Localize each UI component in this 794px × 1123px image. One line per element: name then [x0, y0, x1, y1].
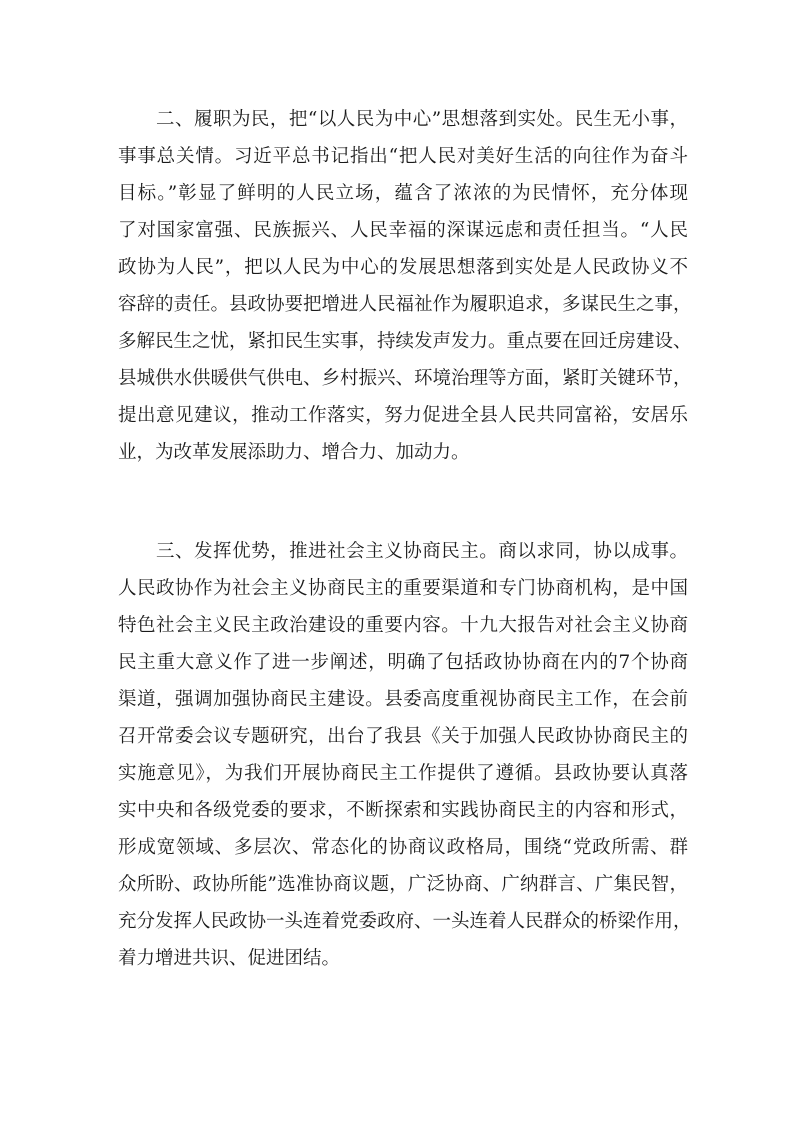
paragraph-section-three — [118, 533, 692, 977]
text-line: 众所盼、政协所能”选准协商议题，广泛协商、广纳群言、广集民智， — [118, 874, 688, 895]
text-line: 二、履职为民，把“以人民为中心”思想落到实处。民生无小事， — [156, 109, 688, 130]
text-line: 着力增进共识、促进团结。 — [118, 948, 341, 969]
text-line: 形成宽领域、多层次、常态化的协商议政格局，围绕“党政所需、群 — [118, 837, 688, 858]
text-line: 召开常委会议专题研究，出台了我县《关于加强人民政协协商民主的 — [118, 726, 688, 747]
text-line: 特色社会主义民主政治建设的重要内容。十九大报告对社会主义协商 — [118, 615, 688, 636]
text-line: 三、发挥优势，推进社会主义协商民主。商以求同，协以成事。 — [156, 541, 688, 562]
text-line: 政协为人民”，把以人民为中心的发展思想落到实处是人民政协义不 — [118, 257, 688, 278]
text-line: 目标。”彰显了鲜明的人民立场，蕴含了浓浓的为民情怀，充分体现 — [118, 183, 688, 204]
text-line: 实施意见》，为我们开展协商民主工作提供了遵循。县政协要认真落 — [118, 763, 688, 784]
text-line: 业，为改革发展添助力、增合力、加动力。 — [118, 442, 470, 463]
text-line: 充分发挥人民政协一头连着党委政府、一头连着人民群众的桥梁作用， — [118, 911, 692, 932]
text-line: 县城供水供暖供气供电、乡村振兴、环境治理等方面，紧盯关键环节， — [118, 368, 692, 389]
paragraph-section-two — [118, 101, 692, 471]
text-line: 渠道，强调加强协商民主建设。县委高度重视协商民主工作，在会前 — [118, 689, 688, 710]
text-line: 多解民生之忧，紧扣民生实事，持续发声发力。重点要在回迁房建设、 — [118, 331, 692, 352]
text-line: 提出意见建议，推动工作落实，努力促进全县人民共同富裕，安居乐 — [118, 405, 688, 426]
text-line: 实中央和各级党委的要求，不断探索和实践协商民主的内容和形式， — [118, 800, 688, 821]
text-line: 人民政协作为社会主义协商民主的重要渠道和专门协商机构，是中国 — [118, 578, 688, 599]
text-line: 事事总关情。习近平总书记指出“把人民对美好生活的向往作为奋斗 — [118, 146, 688, 167]
text-line: 容辞的责任。县政协要把增进人民福祉作为履职追求，多谋民生之事， — [118, 294, 692, 315]
text-line: 了对国家富强、民族振兴、人民幸福的深谋远虑和责任担当。“人民 — [118, 220, 688, 241]
text-line: 民主重大意义作了进一步阐述，明确了包括政协协商在内的7个协商 — [118, 652, 688, 673]
